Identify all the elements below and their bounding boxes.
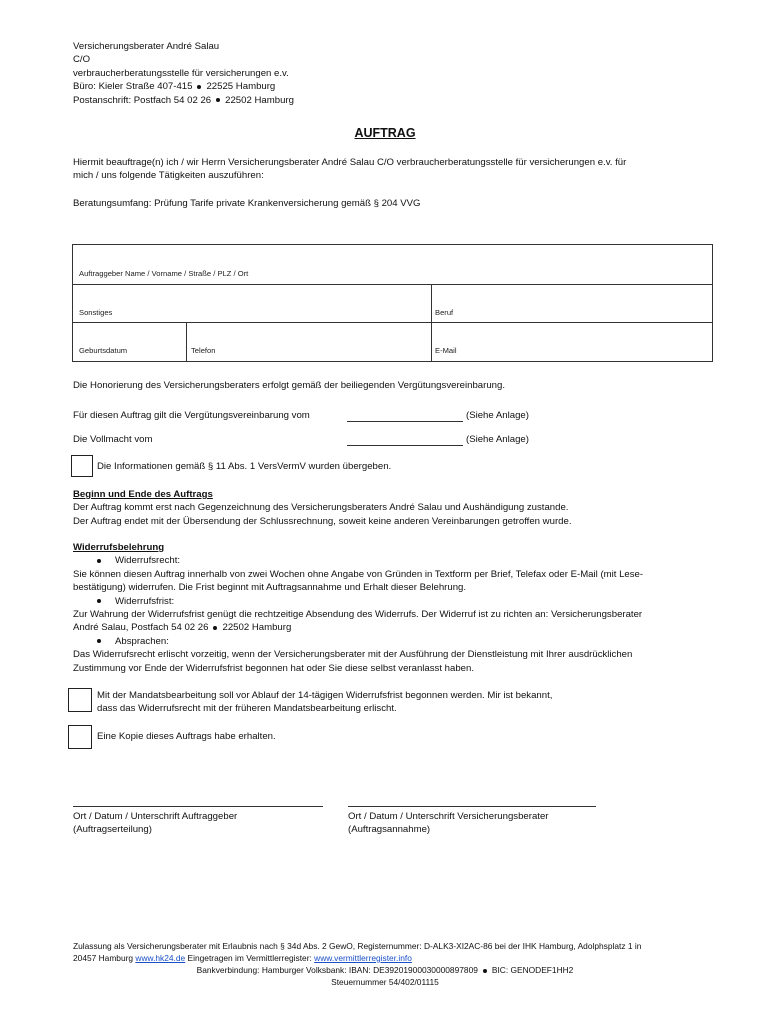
fee-agreement-note: (Siehe Anlage) (466, 410, 529, 421)
copy-received-label: Eine Kopie dieses Auftrags habe erhalten. (97, 731, 276, 742)
sender-address (73, 40, 294, 107)
withdrawal-section: Widerrufsbelehrung Widerrufsrecht: Sie können diesen Auftrag innerhalb von zwei Wochen ohne Angabe von Gründen in Textform per Brief, Telefax oder E-Mail (mit Lese- bestätigung) widerrufen. Die Frist beginnt mit Auftragsannahme und Erhalt dieser Belehrung. Widerrufsfrist: Zur Wahrung der Widerrufsfrist genügt die rechtzeitige Absendung des Widerrufs. Der Widerruf ist zu richten an: Versicherungsberater André Salau, Postfach 54 02 26 22502 Hamburg Absprachen: Das Widerrufsrecht erlischt vorzeitig, wenn der Versicherungsberater mit der Ausführung der Dienstleistung mit Ihrer ausdrücklichen Zustimmung vor Ende der Widerrufsfrist begonnen hat oder Sie diese selbst veranlasst haben. (73, 542, 644, 674)
sender-office: Büro: Kieler Straße 407-415 22525 Hamburg (73, 81, 276, 93)
sender-postal: Postanschrift: Postfach 54 02 26 22502 Hamburg (73, 94, 294, 106)
dob-field-label[interactable]: Geburtsdatum (79, 346, 128, 355)
sender-organization: verbraucherberatungsstelle für versicherungen e.v. (73, 67, 289, 79)
other-field-label[interactable]: Sonstiges (79, 308, 113, 317)
early-start-label: Mit der Mandatsbearbeitung soll vor Ablauf der 14-tägigen Widerrufsfrist begonnen werden. Mir ist bekannt, dass das Widerrufsrecht mit der früheren Mandatsbearbeitung erlischt. (97, 690, 553, 715)
bullet-separator (483, 969, 487, 973)
document-title: AUFTRAG (354, 126, 416, 140)
footer-bank: Bankverbindung: Hamburger Volksbank: IBAN: DE39201900030000897809 BIC: GENODEF1HH2 Steuernummer 54/402/01115 (0, 964, 770, 988)
client-field-label[interactable]: Auftraggeber Name / Vorname / Straße / PLZ / Ort (79, 269, 249, 278)
bullet-separator (197, 85, 201, 89)
advisor-signature-field[interactable] (348, 806, 596, 807)
fee-agreement-date-field[interactable] (347, 421, 463, 422)
phone-field-label[interactable]: Telefon (191, 346, 216, 355)
client-signature-label: Ort / Datum / Unterschrift Auftraggeber (Auftragserteilung) (73, 811, 238, 836)
sender-co: C/O (73, 54, 91, 66)
begin-end-section: Beginn und Ende des Auftrags Der Auftrag kommt erst nach Gegenzeichnung des Versicherungsberaters André Salau und Aushändigung zustande. Der Auftrag endet mit der Übersendung der Schlussrechnung, soweit keine anderen Vereinbarungen getroffen wurde. (73, 489, 572, 527)
power-of-attorney-date-field[interactable] (347, 445, 463, 446)
copy-received-checkbox[interactable] (68, 725, 92, 749)
table-divider (431, 284, 432, 361)
power-of-attorney-label: Die Vollmacht vom (73, 434, 153, 445)
begin-end-heading: Beginn und Ende des Auftrags (73, 489, 213, 500)
info-checkbox-label: Die Informationen gemäß § 11 Abs. 1 VersVermV wurden übergeben. (97, 461, 392, 472)
bullet-item: Widerrufsfrist: (73, 595, 643, 608)
footer-registration: Zulassung als Versicherungsberater mit Erlaubnis nach § 34d Abs. 2 GewO, Registernummer: D-ALK3-XI2AC-86 bei der IHK Hamburg, Adolphsplatz 1 in 20457 Hamburg www.hk24.de Eingetragen im Vermittlerregister: www.vermittlerregister.info (73, 941, 642, 963)
scope-line: Beratungsumfang: Prüfung Tarife private Krankenversicherung gemäß § 204 VVG (73, 198, 421, 209)
bullet-item: Absprachen: (73, 635, 643, 648)
sender-name: Versicherungsberater André Salau (73, 41, 220, 52)
bullet-item: Widerrufsrecht: (73, 554, 643, 567)
email-field-label[interactable]: E-Mail (435, 346, 457, 355)
fee-text: Die Honorierung des Versicherungsberaters erfolgt gemäß der beiliegenden Vergütungsvereinbarung. (73, 380, 505, 391)
fee-agreement-label: Für diesen Auftrag gilt die Vergütungsvereinbarung vom (73, 410, 310, 421)
register-link[interactable]: www.vermittlerregister.info (314, 953, 412, 963)
bullet-icon (97, 639, 101, 643)
client-signature-field[interactable] (73, 806, 323, 807)
client-form-table (72, 244, 713, 362)
table-divider (73, 322, 712, 323)
ihk-link[interactable]: www.hk24.de (135, 953, 186, 963)
intro-paragraph: Hiermit beauftrage(n) ich / wir Herrn Versicherungsberater André Salau C/O verbraucherberatungsstelle für versicherungen e.v. für mich / uns folgende Tätigkeiten auszuführen: (73, 157, 627, 182)
bullet-separator (216, 98, 220, 102)
info-checkbox[interactable] (71, 455, 93, 477)
withdrawal-heading: Widerrufsbelehrung (73, 542, 165, 553)
advisor-signature-label: Ort / Datum / Unterschrift Versicherungsberater (Auftragsannahme) (348, 811, 549, 836)
bullet-separator (213, 626, 217, 630)
job-field-label[interactable]: Beruf (435, 308, 454, 317)
power-of-attorney-note: (Siehe Anlage) (466, 434, 529, 445)
early-start-checkbox[interactable] (68, 688, 92, 712)
footer-tax-number: Steuernummer 54/402/01115 (331, 977, 439, 987)
bullet-icon (97, 559, 101, 563)
table-divider (186, 322, 187, 361)
bullet-icon (97, 599, 101, 603)
table-divider (73, 284, 712, 285)
